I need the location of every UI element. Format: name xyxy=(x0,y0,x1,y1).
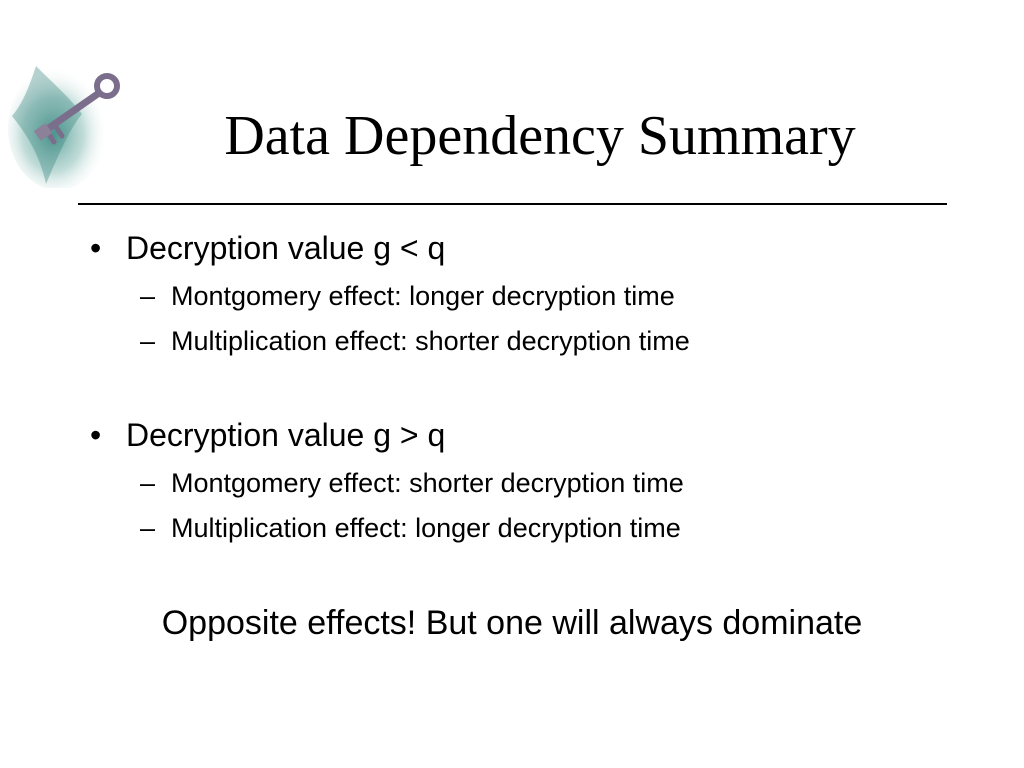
bullet-text: Decryption value g < q xyxy=(126,230,446,266)
sub-bullet-item xyxy=(140,279,675,313)
sub-bullet-mark: – xyxy=(140,326,156,356)
sub-bullet-mark: – xyxy=(140,468,156,498)
conclusion-text: Opposite effects! But one will always dominate xyxy=(161,604,863,642)
sub-bullet-item xyxy=(140,511,681,545)
sub-bullet-text: Multiplication effect: longer decryption time xyxy=(171,513,681,543)
sub-bullet-mark: – xyxy=(140,281,156,311)
sub-bullet-text: Multiplication effect: shorter decryption time xyxy=(171,326,690,356)
sub-bullet-mark: – xyxy=(140,513,156,543)
sub-bullet-item xyxy=(140,466,684,500)
sub-bullet-text: Montgomery effect: longer decryption time xyxy=(171,281,675,311)
bullet-item xyxy=(90,415,445,455)
bullet-mark: • xyxy=(90,230,102,266)
bullet-text: Decryption value g > q xyxy=(126,417,446,453)
sub-bullet-item xyxy=(140,324,690,358)
slide-title: Data Dependency Summary xyxy=(224,105,856,167)
sub-bullet-text: Montgomery effect: shorter decryption time xyxy=(171,468,684,498)
bullet-item xyxy=(90,228,445,268)
bullet-mark: • xyxy=(90,417,102,453)
